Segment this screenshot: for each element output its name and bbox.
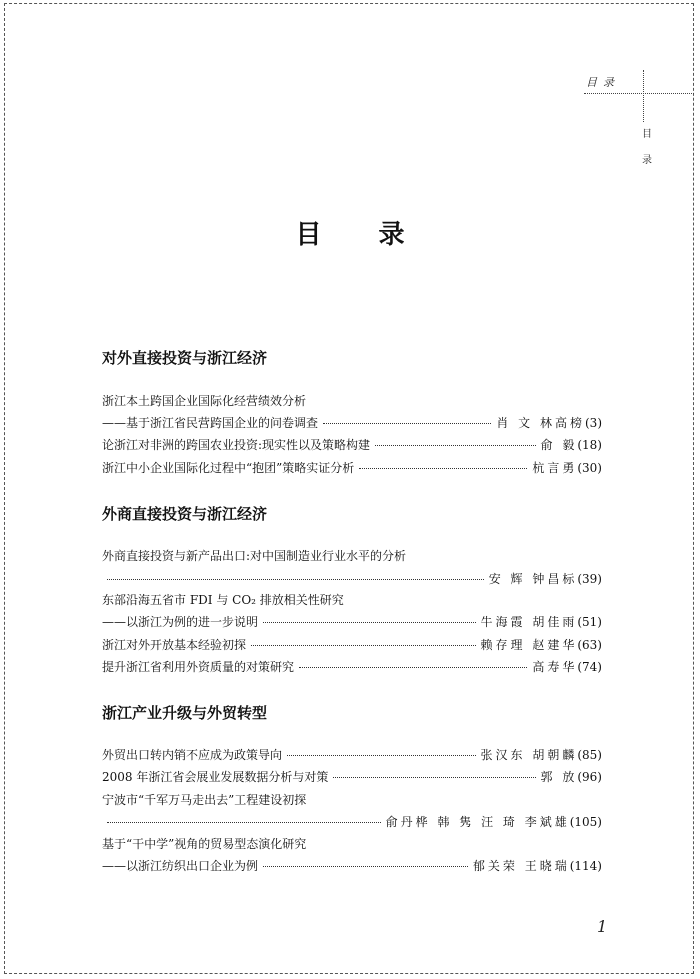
toc-entry[interactable]: [102, 658, 602, 678]
toc-entry[interactable]: [102, 392, 602, 412]
toc-entry[interactable]: [102, 547, 602, 567]
entry-page: (74): [577, 660, 602, 674]
toc-entry[interactable]: [102, 835, 602, 855]
dot-leader: [359, 468, 527, 469]
entry-title: 提升浙江省利用外资质量的对策研究: [102, 660, 295, 674]
page-title: 目 录: [295, 220, 429, 250]
entry-page: (63): [577, 638, 602, 652]
entry-author: 肖 文 林高榜: [496, 416, 585, 430]
entry-page: (114): [569, 859, 602, 873]
entry-title: 外商直接投资与新产品出口:对中国制造业行业水平的分析: [102, 549, 407, 563]
dot-leader: [375, 445, 535, 446]
entry-title: ——基于浙江省民营跨国企业的问卷调查: [102, 416, 319, 430]
entry-page: (30): [577, 461, 602, 475]
dot-leader: [107, 822, 381, 823]
entry-title: ——以浙江纺织出口企业为例: [102, 859, 259, 873]
entry-author: 俞 毅: [540, 438, 578, 452]
entry-title: 浙江中小企业国际化过程中“抱团”策略实证分析: [102, 461, 355, 475]
entry-author: 俞丹桦 韩 隽 汪 琦 李斌雄: [385, 815, 570, 829]
entry-author: 郁关荣 王晓瑞: [472, 859, 570, 873]
entry-title: 外贸出口转内销不应成为政策导向: [102, 748, 283, 762]
entry-title: 基于“干中学”视角的贸易型态演化研究: [102, 837, 307, 851]
entry-title: ——以浙江为例的进一步说明: [102, 615, 259, 629]
entry-page: (51): [577, 615, 602, 629]
entry-author: 郭 放: [540, 770, 578, 784]
side-tab-char: 目: [642, 129, 652, 140]
entry-author: 牛海霞 胡佳雨: [480, 615, 578, 629]
entry-title: 浙江对外开放基本经验初探: [102, 638, 247, 652]
toc-entry[interactable]: [102, 768, 602, 788]
toc-entry[interactable]: [102, 414, 602, 434]
dot-leader: [107, 579, 484, 580]
page-number: 1: [597, 917, 608, 936]
entry-page: (3): [585, 416, 602, 430]
toc-entry[interactable]: [102, 591, 602, 611]
entry-author: 张汉东 胡朝麟: [480, 748, 578, 762]
dot-leader: [299, 667, 527, 668]
entry-author: 杭言勇: [532, 461, 578, 475]
entry-title: 浙江本土跨国企业国际化经营绩效分析: [102, 394, 307, 408]
entry-title: 东部沿海五省市 FDI 与 CO₂ 排放相关性研究: [102, 593, 344, 607]
side-tab: [642, 122, 652, 174]
toc-entry[interactable]: [102, 459, 602, 479]
toc-entry[interactable]: [102, 636, 602, 656]
entry-title: 宁波市“千军万马走出去”工程建设初探: [102, 793, 307, 807]
dot-leader: [263, 622, 476, 623]
section-heading: 浙江产业升级与外贸转型: [102, 704, 268, 722]
entry-title: 2008 年浙江省会展业发展数据分析与对策: [102, 770, 329, 784]
toc-entry[interactable]: [102, 613, 602, 633]
side-tab-char: 录: [642, 155, 652, 166]
header-dotted-rule: [584, 93, 694, 94]
entry-author: 高寿华: [532, 660, 578, 674]
toc-entry[interactable]: [102, 813, 602, 833]
entry-page: (85): [577, 748, 602, 762]
toc-entry[interactable]: [102, 436, 602, 456]
entry-author: 赖存理 赵建华: [480, 638, 578, 652]
toc-entry[interactable]: [102, 570, 602, 590]
section-heading: 对外直接投资与浙江经济: [102, 349, 268, 367]
dot-leader: [287, 755, 476, 756]
dot-leader: [263, 866, 468, 867]
entry-author: 安 辉 钟昌标: [488, 572, 578, 586]
dot-leader: [323, 423, 491, 424]
toc-entry[interactable]: [102, 746, 602, 766]
header-dotted-divider: [643, 70, 644, 122]
dot-leader: [333, 777, 535, 778]
dot-leader: [251, 645, 476, 646]
running-header: 目录: [586, 76, 620, 89]
entry-page: (18): [577, 438, 602, 452]
toc-entry[interactable]: [102, 791, 602, 811]
entry-page: (96): [577, 770, 602, 784]
toc-entry[interactable]: [102, 857, 602, 877]
section-heading: 外商直接投资与浙江经济: [102, 505, 268, 523]
entry-title: 论浙江对非洲的跨国农业投资:现实性以及策略构建: [102, 438, 371, 452]
entry-page: (39): [577, 572, 602, 586]
entry-page: (105): [569, 815, 602, 829]
